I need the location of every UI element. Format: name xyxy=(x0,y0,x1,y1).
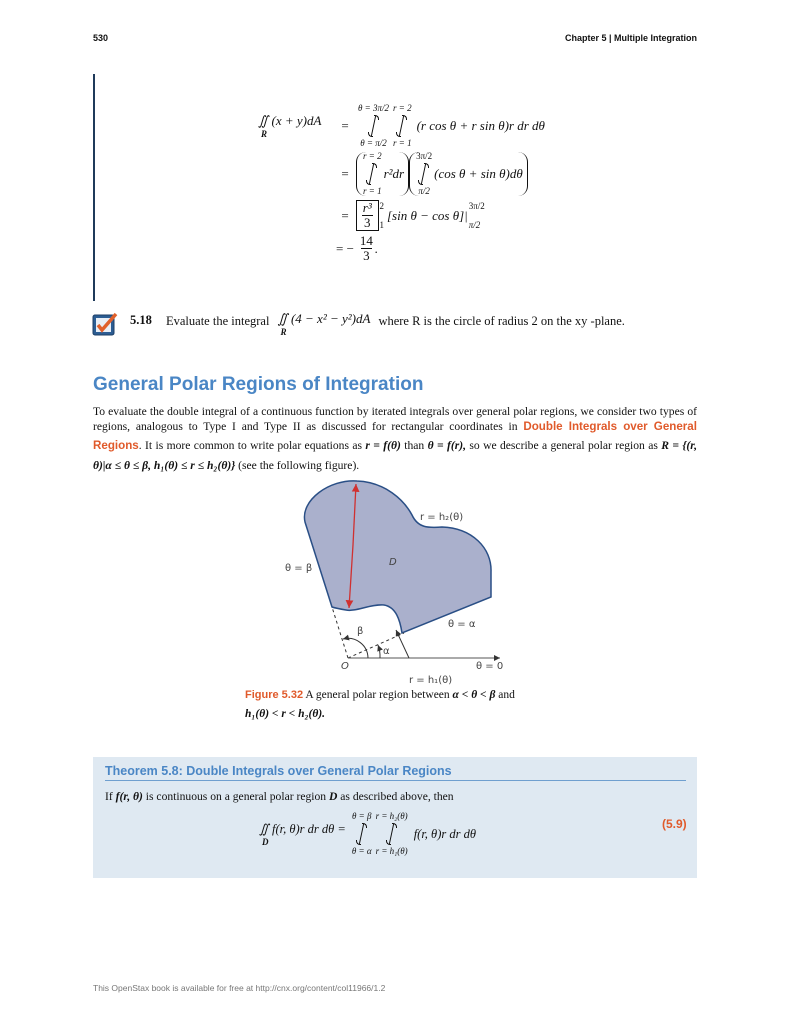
period: . xyxy=(374,240,379,256)
theorem-lhs: ∬ f(r, θ)r dr dθ = xyxy=(259,821,346,836)
caption-math: h₁(θ) < r < h₂(θ). xyxy=(245,708,326,720)
text: (see the following figure). xyxy=(235,459,360,473)
exercise-integral: ∬ (4 − x² − y²)dA xyxy=(277,311,371,326)
frac-den: 3 xyxy=(364,215,371,230)
theorem-rule xyxy=(105,780,686,781)
equation-number: (5.9) xyxy=(662,817,687,831)
theorem-integrand: f(r, θ)r dr dθ xyxy=(413,826,476,841)
theorem-equation xyxy=(259,811,476,857)
integrand: (r cos θ + r sin θ)r dr dθ xyxy=(416,118,545,133)
upper-limit: r = h₂(θ) xyxy=(375,811,408,821)
chapter-title: Chapter 5 | Multiple Integration xyxy=(564,33,697,43)
lower-limit: π/2 xyxy=(418,186,430,196)
upper-limit: 3π/2 xyxy=(416,151,433,161)
label-beta: β xyxy=(357,626,364,637)
upper-limit: r = 2 xyxy=(363,151,382,161)
link-double-integrals[interactable]: Double Integrals over General Regions xyxy=(93,420,697,453)
integrand: (cos θ + sin θ)dθ xyxy=(434,166,523,181)
label-h1: r = h₁(θ) xyxy=(409,675,453,686)
integral-sign xyxy=(386,822,398,846)
lower-limit: θ = α xyxy=(351,846,372,856)
text: so we describe a general polar region as xyxy=(466,439,662,453)
theorem-title: Theorem 5.8: Double Integrals over General Polar Regions xyxy=(105,764,452,778)
caption-text: and xyxy=(495,689,515,701)
label-alpha-line: θ = α xyxy=(448,619,476,630)
label-beta-line: θ = β xyxy=(285,563,313,574)
theorem-lhs-group xyxy=(259,821,346,848)
page-number: 530 xyxy=(93,33,109,43)
lhs-sub: D xyxy=(262,836,269,847)
exercise-text: Evaluate the integral xyxy=(166,314,270,328)
text: is continuous on a general polar region xyxy=(142,790,330,803)
label-alpha: α xyxy=(383,646,390,657)
lhs-sub: R xyxy=(261,128,268,139)
text: . It is more common to write polar equations as xyxy=(138,439,366,453)
lower-limit: π/2 xyxy=(468,219,481,230)
lower-limit: r = h₁(θ) xyxy=(375,846,408,856)
frac-num: 14 xyxy=(359,233,373,248)
frac-den: 3 xyxy=(363,248,370,263)
result-prefix: = − xyxy=(336,240,354,256)
upper-limit: 3π/2 xyxy=(468,200,485,211)
text: than xyxy=(400,439,428,453)
integral-theta xyxy=(352,811,372,857)
eq3: = xyxy=(341,207,349,223)
lower-limit: r = 1 xyxy=(363,186,382,196)
text: as described above, then xyxy=(337,790,454,803)
integral-sub: R xyxy=(280,327,287,337)
caption-label: Figure 5.32 xyxy=(245,689,304,701)
label-h2: r = h₂(θ) xyxy=(420,512,464,523)
exercise-text: where R is the circle of radius 2 on the xy -plane. xyxy=(378,314,625,328)
caption-math: α < θ < β xyxy=(452,689,496,701)
upper-limit: r = 2 xyxy=(393,103,412,113)
region-D xyxy=(304,481,491,633)
lower-limit: 1 xyxy=(379,219,384,230)
math: R = {(r, θ)|α ≤ θ ≤ β, h₁(θ) ≤ r ≤ h₂(θ)} xyxy=(93,439,698,473)
alpha-arc xyxy=(378,645,380,658)
theorem-statement xyxy=(105,790,454,803)
h1-pointer xyxy=(396,630,409,658)
beta-ray xyxy=(332,607,348,658)
upper-limit: θ = 3π/2 xyxy=(358,103,390,113)
math: r = f(θ) xyxy=(365,439,401,453)
eq1: = xyxy=(341,118,349,133)
label-D: D xyxy=(389,557,397,568)
lower-limit: θ = π/2 xyxy=(360,138,387,148)
text: To evaluate the double integral of a continuous function by iterated integrals over general polar regions, we consider two types of regions, analogous to Type I and Type II as discussed for rectangular coordinates in xyxy=(93,405,697,434)
math: θ = f(r), xyxy=(427,439,467,453)
figure-caption-line2 xyxy=(245,708,325,720)
section-heading: General Polar Regions of Integration xyxy=(93,374,424,395)
theorem-box xyxy=(93,757,697,878)
figure-caption xyxy=(245,689,515,701)
math: f(r, θ) xyxy=(115,790,143,803)
upper-limit: θ = β xyxy=(351,811,372,821)
eval: [sin θ − cos θ]| xyxy=(387,207,468,223)
text: If xyxy=(105,790,116,803)
frac-num: r³ xyxy=(362,200,372,215)
integral-r xyxy=(376,811,408,857)
footer-text: This OpenStax book is available for free at http://cnx.org/content/col11966/1.2 xyxy=(93,983,386,993)
exercise-number: 5.18 xyxy=(130,313,152,327)
math: D xyxy=(329,790,338,803)
upper-limit: 2 xyxy=(379,200,384,211)
caption-text: A general polar region between xyxy=(303,689,453,701)
integral-sign xyxy=(356,822,368,846)
label-origin: O xyxy=(341,661,349,672)
lhs: ∬ (x + y)dA xyxy=(258,112,322,128)
lower-limit: r = 1 xyxy=(393,138,412,148)
integrand: r²dr xyxy=(383,166,405,181)
label-zero: θ = 0 xyxy=(476,661,504,672)
eq2: = xyxy=(341,166,349,181)
